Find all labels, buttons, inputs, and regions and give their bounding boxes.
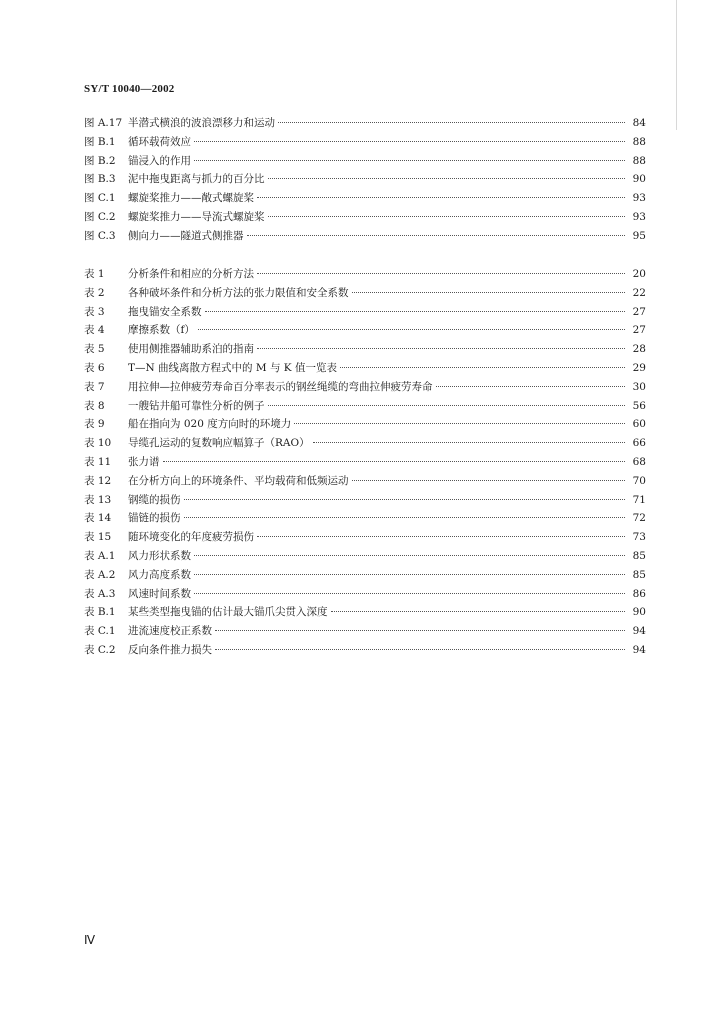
- figure-page-number: 88: [632, 154, 646, 167]
- table-title: 风力形状系数: [128, 549, 191, 562]
- dot-leader: [352, 480, 626, 481]
- table-entry[interactable]: [84, 585, 646, 604]
- table-entry[interactable]: [84, 359, 646, 378]
- table-entry[interactable]: [84, 641, 646, 660]
- table-title: 各种破坏条件和分析方法的张力限值和安全系数: [128, 286, 349, 299]
- figure-label: 图 C.3: [84, 229, 116, 242]
- table-page-number: 73: [632, 531, 646, 544]
- figure-title: 螺旋桨推力——敞式螺旋桨: [128, 192, 254, 205]
- table-label: 表 9: [84, 418, 105, 431]
- dot-leader: [215, 630, 625, 631]
- table-entry[interactable]: [84, 415, 646, 434]
- table-page-number: 68: [632, 455, 646, 468]
- figure-entry[interactable]: [84, 114, 646, 133]
- table-label: 表 15: [84, 531, 112, 544]
- table-title: 用拉伸—拉伸疲劳寿命百分率表示的钢丝绳缆的弯曲拉伸疲劳寿命: [128, 380, 433, 393]
- table-entry[interactable]: [84, 509, 646, 528]
- table-title: 张力谱: [128, 455, 160, 468]
- figure-label: 图 A.17: [84, 117, 123, 129]
- table-title: 随环境变化的年度疲劳损伤: [128, 531, 254, 544]
- table-title: 锚链的损伤: [128, 512, 181, 525]
- table-title: T—N 曲线离散方程式中的 M 与 K 值一览表: [128, 361, 337, 374]
- scan-edge-line: [676, 0, 677, 130]
- table-page-number: 94: [632, 625, 646, 638]
- table-entry[interactable]: [84, 603, 646, 622]
- dot-leader: [163, 461, 626, 462]
- table-page-number: 90: [632, 606, 646, 619]
- table-title: 导缆孔运动的复数响应幅算子（RAO）: [128, 437, 310, 450]
- figure-page-number: 84: [632, 117, 646, 129]
- figure-title: 循环载荷效应: [128, 135, 191, 148]
- table-entry[interactable]: [84, 397, 646, 416]
- table-entry[interactable]: [84, 528, 646, 547]
- dot-leader: [352, 292, 626, 293]
- dot-leader: [194, 593, 625, 594]
- table-title: 钢缆的损伤: [128, 493, 181, 506]
- dot-leader: [340, 367, 625, 368]
- figure-entry[interactable]: [84, 170, 646, 189]
- table-label: 表 C.1: [84, 625, 116, 638]
- dot-leader: [198, 329, 625, 330]
- table-entry[interactable]: [84, 284, 646, 303]
- table-entry[interactable]: [84, 265, 646, 284]
- table-entry[interactable]: [84, 566, 646, 585]
- dot-leader: [215, 649, 625, 650]
- table-label: 表 12: [84, 474, 112, 487]
- table-label: 表 8: [84, 399, 105, 412]
- dot-leader: [194, 574, 625, 575]
- table-title: 风速时间系数: [128, 587, 191, 600]
- table-entry[interactable]: [84, 622, 646, 641]
- figure-page-number: 95: [632, 229, 646, 242]
- dot-leader: [331, 611, 626, 612]
- figure-list: [84, 114, 646, 246]
- table-label: 表 14: [84, 512, 112, 525]
- figure-title: 锚浸入的作用: [128, 154, 191, 167]
- table-entry[interactable]: [84, 378, 646, 397]
- table-label: 表 A.2: [84, 568, 116, 581]
- table-label: 表 6: [84, 361, 105, 374]
- table-page-number: 85: [632, 568, 646, 581]
- dot-leader: [194, 141, 625, 142]
- table-title: 在分析方向上的环境条件、平均载荷和低频运动: [128, 474, 349, 487]
- dot-leader: [184, 499, 626, 500]
- table-label: 表 C.2: [84, 643, 116, 656]
- table-label: 表 4: [84, 324, 105, 337]
- table-title: 分析条件和相应的分析方法: [128, 268, 254, 280]
- figure-page-number: 93: [632, 210, 646, 223]
- table-label: 表 11: [84, 455, 112, 468]
- dot-leader: [278, 122, 625, 123]
- dot-leader: [313, 442, 625, 443]
- table-page-number: 56: [632, 399, 646, 412]
- dot-leader: [257, 348, 625, 349]
- table-page-number: 71: [632, 493, 646, 506]
- table-label: 表 5: [84, 343, 105, 356]
- table-entry[interactable]: [84, 303, 646, 322]
- figure-label: 图 B.2: [84, 154, 116, 167]
- document-code: SY/T 10040—2002: [84, 83, 175, 95]
- dot-leader: [205, 311, 626, 312]
- table-page-number: 30: [632, 380, 646, 393]
- table-page-number: 66: [632, 437, 646, 450]
- dot-leader: [294, 423, 625, 424]
- table-title: 船在指向为 020 度方向时的环境力: [128, 418, 292, 431]
- figure-entry[interactable]: [84, 133, 646, 152]
- table-page-number: 70: [632, 474, 646, 487]
- figure-title: 半潜式横浪的波浪漂移力和运动: [128, 117, 275, 129]
- figure-label: 图 C.2: [84, 210, 116, 223]
- table-page-number: 22: [632, 286, 646, 299]
- figure-entry[interactable]: [84, 189, 646, 208]
- figure-label: 图 B.3: [84, 173, 116, 186]
- table-label: 表 B.1: [84, 606, 116, 619]
- figure-entry[interactable]: [84, 208, 646, 227]
- table-label: 表 2: [84, 286, 105, 299]
- table-title: 进流速度校正系数: [128, 625, 212, 638]
- figure-title: 螺旋桨推力——导流式螺旋桨: [128, 210, 265, 223]
- table-page-number: 85: [632, 549, 646, 562]
- figure-page-number: 88: [632, 135, 646, 148]
- table-entry[interactable]: [84, 453, 646, 472]
- table-entry[interactable]: [84, 472, 646, 491]
- table-label: 表 A.3: [84, 587, 116, 600]
- table-entry[interactable]: [84, 491, 646, 510]
- dot-leader: [257, 197, 625, 198]
- table-label: 表 7: [84, 380, 105, 393]
- dot-leader: [184, 517, 626, 518]
- table-label: 表 1: [84, 268, 105, 280]
- table-title: 使用侧推器辅助系泊的指南: [128, 343, 254, 356]
- dot-leader: [257, 536, 625, 537]
- table-page-number: 86: [632, 587, 646, 600]
- dot-leader: [268, 216, 626, 217]
- table-entry[interactable]: [84, 434, 646, 453]
- figure-title: 泥中拖曳距离与抓力的百分比: [128, 173, 265, 186]
- figure-entry[interactable]: [84, 227, 646, 246]
- dot-leader: [436, 386, 626, 387]
- dot-leader: [268, 178, 626, 179]
- table-entry[interactable]: [84, 547, 646, 566]
- dot-leader: [257, 273, 625, 274]
- table-page-number: 72: [632, 512, 646, 525]
- page-number: Ⅳ: [84, 933, 96, 947]
- figure-page-number: 93: [632, 192, 646, 205]
- dot-leader: [194, 160, 625, 161]
- table-page-number: 60: [632, 418, 646, 431]
- figure-label: 图 C.1: [84, 192, 116, 205]
- dot-leader: [247, 235, 626, 236]
- table-page-number: 28: [632, 343, 646, 356]
- table-title: 反向条件推力损失: [128, 643, 212, 656]
- table-page-number: 94: [632, 643, 646, 656]
- table-title: 风力高度系数: [128, 568, 191, 581]
- table-page-number: 27: [632, 324, 646, 337]
- table-entry[interactable]: [84, 340, 646, 359]
- table-entry[interactable]: [84, 321, 646, 340]
- table-page-number: 29: [632, 361, 646, 374]
- table-label: 表 13: [84, 493, 112, 506]
- table-title: 摩擦系数（f）: [128, 324, 195, 337]
- figure-entry[interactable]: [84, 152, 646, 171]
- figure-page-number: 90: [632, 173, 646, 186]
- table-label: 表 10: [84, 437, 112, 450]
- table-label: 表 3: [84, 305, 105, 318]
- table-title: 一艘钻井船可靠性分析的例子: [128, 399, 265, 412]
- table-page-number: 20: [632, 268, 646, 280]
- figure-label: 图 B.1: [84, 135, 116, 148]
- table-list: [84, 265, 646, 660]
- table-title: 某些类型拖曳锚的估计最大锚爪尖贯入深度: [128, 606, 328, 619]
- table-title: 拖曳锚安全系数: [128, 305, 202, 318]
- table-page-number: 27: [632, 305, 646, 318]
- dot-leader: [194, 555, 625, 556]
- table-label: 表 A.1: [84, 549, 116, 562]
- figure-title: 侧向力——隧道式侧推器: [128, 229, 244, 242]
- dot-leader: [268, 405, 626, 406]
